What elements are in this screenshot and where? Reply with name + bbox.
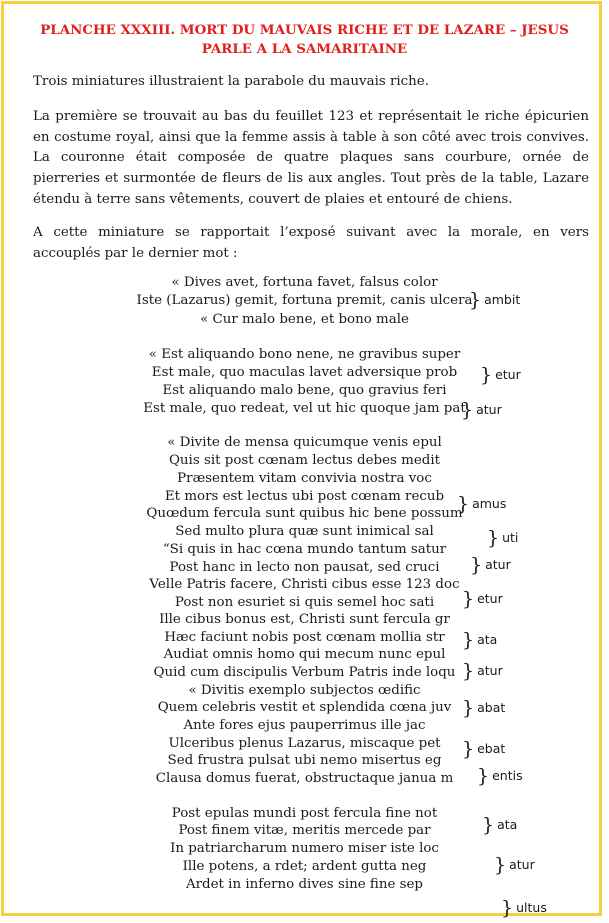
verse-line: « Divitis exemplo subjectos œdific [188, 683, 421, 698]
brace-ending: } uti [487, 527, 519, 549]
verse-line: Ardet in inferno dives sine fine sep [185, 877, 424, 892]
verse-line: Post finem vitæ, meritis mercede par [178, 823, 431, 838]
verse-line: Iste (Lazarus) gemit, fortuna premit, canis ulcera [136, 293, 473, 308]
verse-line: Ille potens, a rdet; ardent gutta neg [182, 859, 427, 874]
brace-ending: } ultus [501, 897, 547, 919]
verse-line: Ante fores ejus pauperrimus ille jac [183, 718, 426, 733]
verse-line: « Divite de mensa quicumque venis epul [167, 435, 442, 450]
paragraph: La première se trouvait au bas du feuillet 123 et représentait le riche épicurien en costume royal, ainsi que la femme assis à table à son côté avec trois convives. La couronne était composée de quatre plaques sans courbure, ornée de pierreries et surmontée de fleurs de lis aux angles. Tout près de la table, Lazare étendu à terre sans vêtements, couvert de plaies et entouré de chiens. [33, 109, 589, 207]
verse-line: Ulceribus plenus Lazarus, miscaque pet [168, 736, 441, 751]
verse-line: Sed multo plura quæ sunt inimical sal [175, 524, 434, 539]
paragraph: Trois miniatures illustraient la parabole du mauvais riche. [33, 74, 429, 89]
brace-ending: } etur [462, 588, 503, 610]
verse-line: “Si quis in hac cœna mundo tantum satur [162, 542, 447, 557]
verse-line: Quis sit post cœnam lectus debes medit [168, 453, 441, 468]
verse-line: « Cur malo bene, et bono male [200, 312, 409, 327]
verse-line: Est male, quo maculas lavet adversique prob [151, 365, 458, 380]
verse-line: Audiat omnis homo qui mecum nunc epul [163, 647, 446, 662]
verse-line: Et mors est lectus ubi post cœnam recub [164, 489, 445, 504]
verse-line: Quid cum discipulis Verbum Patris inde loqu [153, 665, 456, 680]
verse-line: Est male, quo redeat, vel ut hic quoque jam pat [143, 401, 466, 416]
page-title: PLANCHE XXXIII. MORT DU MAUVAIS RICHE ET DE LAZARE – JESUS PARLE A LA SAMARITAINE [40, 22, 569, 57]
brace-ending: } ata [482, 814, 518, 836]
verse-line: « Est aliquando bono nene, ne gravibus super [148, 347, 461, 362]
verse-line: « Dives avet, fortuna favet, falsus color [171, 275, 438, 290]
verse-line: Velle Patris facere, Christi cibus esse 123 doc [149, 577, 460, 592]
brace-ending: } entis [477, 765, 523, 787]
brace-ending: } amus [457, 493, 507, 515]
brace-ending: } atur [462, 660, 503, 682]
brace-ending: } ata [462, 629, 498, 651]
verse-line: Est aliquando malo bene, quo gravius feri [162, 383, 447, 398]
brace-ending: } ambit [469, 289, 521, 311]
verse-line: Clausa domus fuerat, obstructaque janua m [155, 771, 454, 786]
brace-ending: } etur [480, 364, 521, 386]
verse-line: Quœdum fercula sunt quibus hic bene possum [146, 506, 463, 521]
verse-line: Sed frustra pulsat ubi nemo misertus eg [167, 753, 442, 768]
verse-line: Ille cibus bonus est, Christi sunt fercula gr [159, 612, 450, 627]
brace-ending: } atur [461, 399, 502, 421]
brace-ending: } abat [462, 697, 506, 719]
brace-ending: } ebat [462, 738, 506, 760]
verse-line: Quem celebris vestit et splendida cœna juv [157, 700, 452, 715]
brace-ending: } atur [494, 854, 535, 876]
paragraph: A cette miniature se rapportait l’exposé suivant avec la morale, en vers accouplés par le dernier mot : [33, 225, 589, 261]
brace-ending: } atur [470, 554, 511, 576]
verse-line: Post epulas mundi post fercula fine not [171, 806, 438, 821]
verse-line: Post non esuriet si quis semel hoc sati [174, 595, 435, 610]
verse-line: Præsentem vitam convivia nostra voc [177, 471, 432, 486]
verse-line: Hæc faciunt nobis post cœnam mollia str [164, 630, 445, 645]
verse-line: In patriarcharum numero miser iste loc [170, 841, 439, 856]
verse-line: Post hanc in lecto non pausat, sed cruci [169, 560, 440, 575]
